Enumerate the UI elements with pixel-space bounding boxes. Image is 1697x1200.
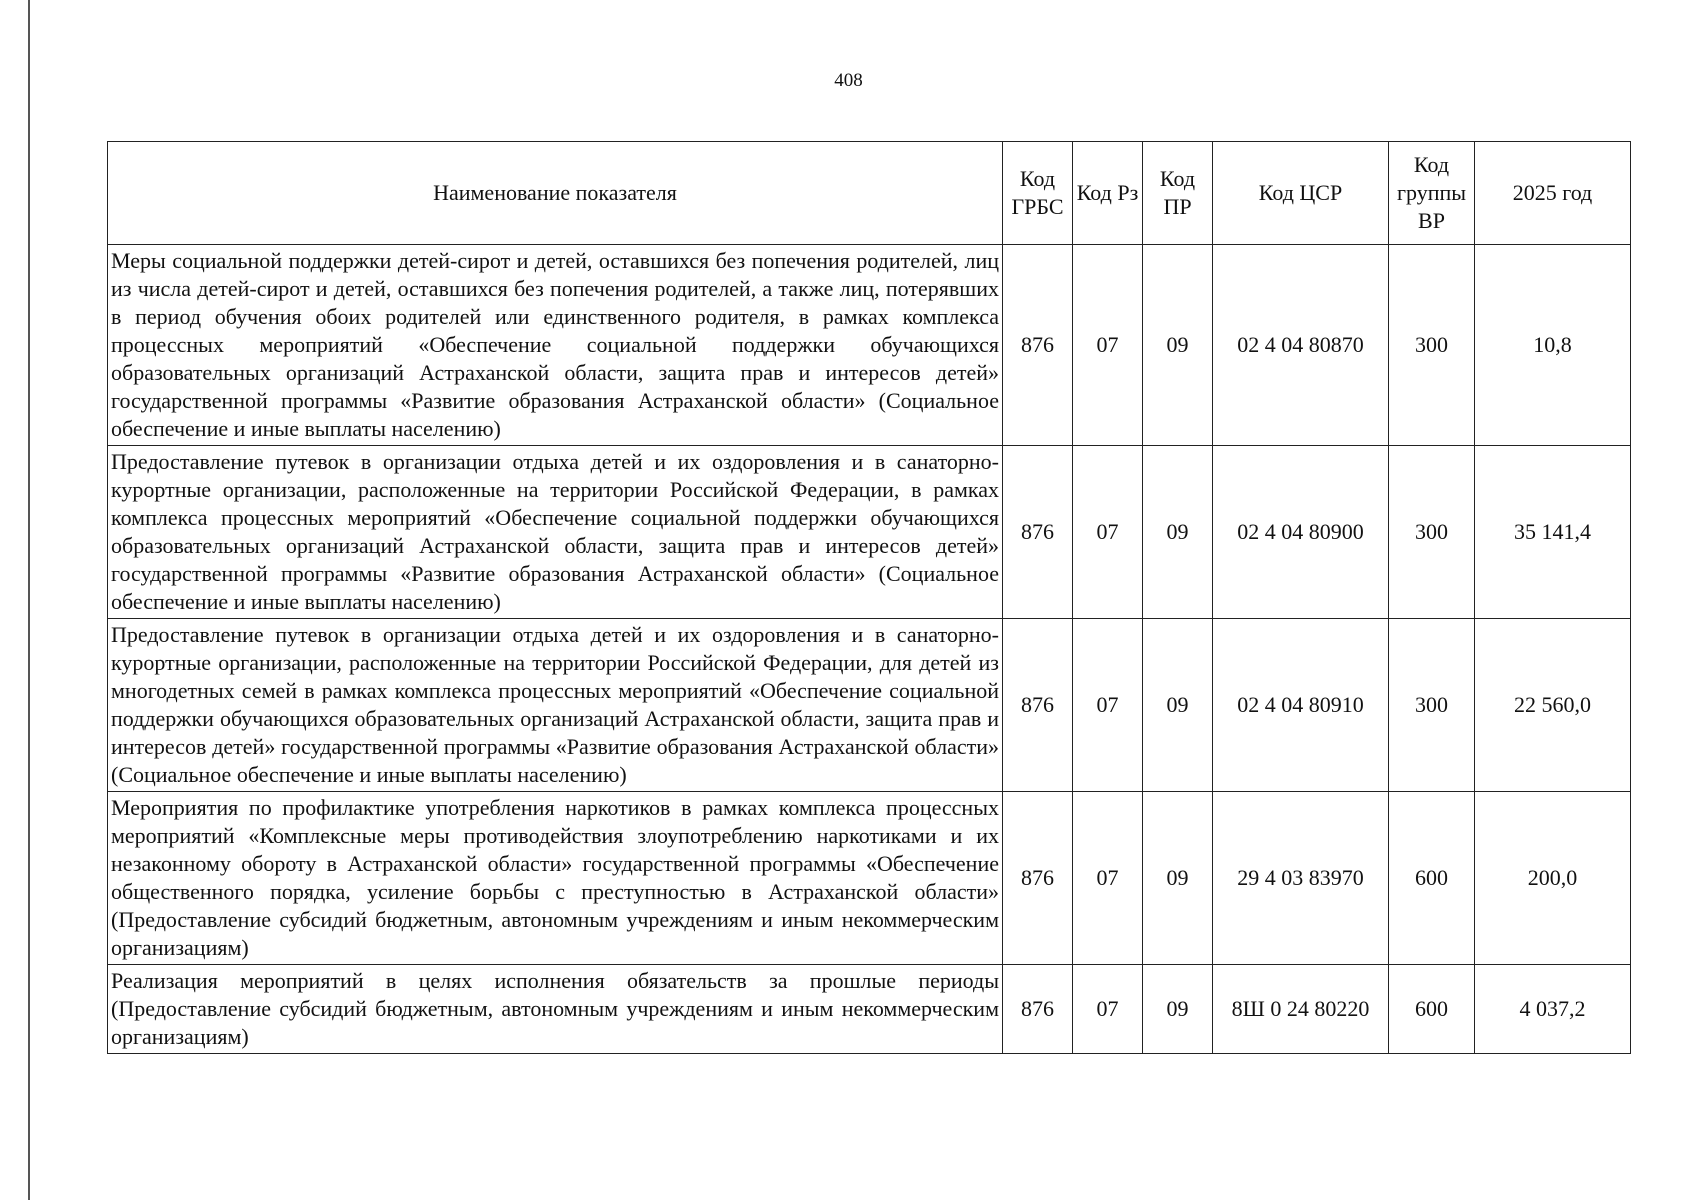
row-grbs: 876 <box>1003 245 1073 446</box>
row-pr: 09 <box>1143 792 1213 965</box>
row-name: Реализация мероприятий в целях исполнения обязательств за прошлые периоды (Предоставление субсидий бюджетным, автономным учреждениям и иным некоммерческим организациям) <box>108 965 1003 1054</box>
page-number: 408 <box>834 70 863 91</box>
budget-table <box>107 141 1631 1054</box>
row-csr: 8Ш 0 24 80220 <box>1213 965 1389 1054</box>
row-grbs: 876 <box>1003 965 1073 1054</box>
table-row <box>108 446 1631 619</box>
row-amount: 10,8 <box>1475 245 1631 446</box>
row-grbs: 876 <box>1003 619 1073 792</box>
table-row <box>108 792 1631 965</box>
row-vr: 300 <box>1389 245 1475 446</box>
binding-margin-line <box>28 0 30 1200</box>
row-grbs: 876 <box>1003 446 1073 619</box>
row-rz: 07 <box>1073 965 1143 1054</box>
row-grbs: 876 <box>1003 792 1073 965</box>
header-vr: Код группы ВР <box>1389 142 1475 245</box>
table-row <box>108 619 1631 792</box>
row-amount: 22 560,0 <box>1475 619 1631 792</box>
row-rz: 07 <box>1073 619 1143 792</box>
row-csr: 29 4 03 83970 <box>1213 792 1389 965</box>
row-vr: 300 <box>1389 619 1475 792</box>
header-rz: Код Рз <box>1073 142 1143 245</box>
row-amount: 200,0 <box>1475 792 1631 965</box>
row-pr: 09 <box>1143 446 1213 619</box>
row-amount: 35 141,4 <box>1475 446 1631 619</box>
header-name: Наименование показателя <box>108 142 1003 245</box>
row-pr: 09 <box>1143 965 1213 1054</box>
header-csr: Код ЦСР <box>1213 142 1389 245</box>
row-name: Меры социальной поддержки детей-сирот и детей, оставшихся без попечения родителей, лиц из числа детей-сирот и детей, оставшихся без попечения родителей, а также лиц, потерявших в период обучения обоих родителей или единственного родителя, в рамках комплекса процессных мероприятий «Обеспечение социальной поддержки обучающихся образовательных организаций Астраханской области, защита прав и интересов детей» государственной программы «Развитие образования Астраханской области» (Социальное обеспечение и иные выплаты населению) <box>108 245 1003 446</box>
row-csr: 02 4 04 80900 <box>1213 446 1389 619</box>
header-row <box>108 142 1631 245</box>
row-pr: 09 <box>1143 245 1213 446</box>
header-grbs: Код ГРБС <box>1003 142 1073 245</box>
row-rz: 07 <box>1073 446 1143 619</box>
row-name: Предоставление путевок в организации отдыха детей и их оздоровления и в санаторно-курортные организации, расположенные на территории Российской Федерации, для детей из многодетных семей в рамках комплекса процессных мероприятий «Обеспечение социальной поддержки обучающихся образовательных организаций Астраханской области, защита прав и интересов детей» государственной программы «Развитие образования Астраханской области» (Социальное обеспечение и иные выплаты населению) <box>108 619 1003 792</box>
table-row <box>108 245 1631 446</box>
row-vr: 600 <box>1389 965 1475 1054</box>
header-year: 2025 год <box>1475 142 1631 245</box>
row-rz: 07 <box>1073 792 1143 965</box>
row-vr: 300 <box>1389 446 1475 619</box>
row-name: Мероприятия по профилактике употребления наркотиков в рамках комплекса процессных мероприятий «Комплексные меры противодействия злоупотреблению наркотиками и их незаконному обороту в Астраханской области» государственной программы «Обеспечение общественного порядка, усиление борьбы с преступностью в Астраханской области» (Предоставление субсидий бюджетным, автономным учреждениям и иным некоммерческим организациям) <box>108 792 1003 965</box>
row-rz: 07 <box>1073 245 1143 446</box>
row-csr: 02 4 04 80870 <box>1213 245 1389 446</box>
row-amount: 4 037,2 <box>1475 965 1631 1054</box>
header-pr: Код ПР <box>1143 142 1213 245</box>
table-row <box>108 965 1631 1054</box>
row-vr: 600 <box>1389 792 1475 965</box>
row-pr: 09 <box>1143 619 1213 792</box>
row-name: Предоставление путевок в организации отдыха детей и их оздоровления и в санаторно-курортные организации, расположенные на территории Российской Федерации, в рамках комплекса процессных мероприятий «Обеспечение социальной поддержки обучающихся образовательных организаций Астраханской области, защита прав и интересов детей» государственной программы «Развитие образования Астраханской области» (Социальное обеспечение и иные выплаты населению) <box>108 446 1003 619</box>
row-csr: 02 4 04 80910 <box>1213 619 1389 792</box>
